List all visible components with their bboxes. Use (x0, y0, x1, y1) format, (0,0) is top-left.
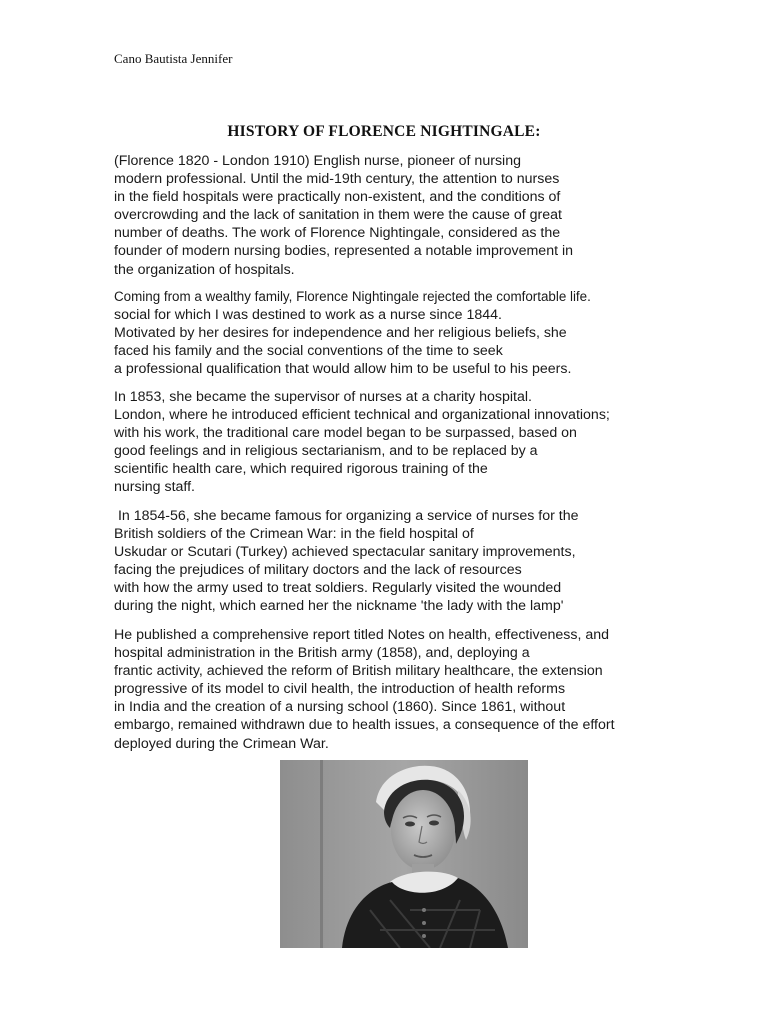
text-line: good feelings and in religious sectarianism, and to be replaced by a (114, 443, 538, 460)
text-line: founder of modern nursing bodies, represented a notable improvement in (114, 243, 574, 260)
document-title: HISTORY OF FLORENCE NIGHTINGALE: (227, 123, 541, 140)
text-line: In 1854-56, she became famous for organizing a service of nurses for the (114, 508, 579, 524)
paragraph-supervisor (114, 388, 654, 497)
text-line: He published a comprehensive report titled Notes on health, effectiveness, and (114, 627, 610, 643)
text-line: embargo, remained withdrawn due to health issues, a consequence of the effort (114, 717, 615, 734)
text-line: number of deaths. The work of Florence Nightingale, considered as the (114, 225, 561, 242)
text-line: the organization of hospitals. (114, 261, 295, 278)
paragraph-crimean-war (114, 507, 654, 616)
text-line: hospital administration in the British army (1858), and, deploying a (114, 645, 530, 662)
text-line: during the night, which earned her the nickname 'the lady with the lamp' (114, 598, 564, 615)
text-line: in the field hospitals were practically non-existent, and the conditions of (114, 189, 561, 206)
paragraph-early-life (114, 288, 654, 378)
text-line: In 1853, she became the supervisor of nurses at a charity hospital. (114, 389, 532, 405)
text-line: (Florence 1820 - London 1910) English nurse, pioneer of nursing (114, 153, 521, 169)
text-line: with his work, the traditional care model began to be surpassed, based on (114, 425, 577, 442)
author-name: Cano Bautista Jennifer (114, 51, 233, 66)
text-line: social for which I was destined to work as a nurse since 1844. (114, 307, 502, 324)
portrait-image (280, 760, 528, 948)
text-line: scientific health care, which required rigorous training of the (114, 461, 488, 478)
text-line: modern professional. Until the mid-19th century, the attention to nurses (114, 171, 560, 188)
text-line: Coming from a wealthy family, Florence Nightingale rejected the comfortable life. (114, 289, 591, 304)
text-line: Motivated by her desires for independence and her religious beliefs, she (114, 325, 567, 342)
text-line: faced his family and the social conventions of the time to seek (114, 343, 503, 360)
text-line: Uskudar or Scutari (Turkey) achieved spectacular sanitary improvements, (114, 544, 576, 561)
paragraph-intro (114, 152, 654, 279)
paragraph-report (114, 626, 654, 753)
text-line: in India and the creation of a nursing school (1860). Since 1861, without (114, 699, 566, 716)
text-line: with how the army used to treat soldiers. Regularly visited the wounded (114, 580, 562, 597)
text-line: British soldiers of the Crimean War: in the field hospital of (114, 526, 474, 543)
text-line: London, where he introduced efficient technical and organizational innovations; (114, 407, 610, 424)
text-line: nursing staff. (114, 479, 195, 496)
text-line: facing the prejudices of military doctors and the lack of resources (114, 562, 522, 579)
text-line: progressive of its model to civil health, the introduction of health reforms (114, 681, 566, 698)
text-line: frantic activity, achieved the reform of British military healthcare, the extension (114, 663, 603, 680)
text-line: deployed during the Crimean War. (114, 735, 329, 752)
text-line: a professional qualification that would allow him to be useful to his peers. (114, 361, 572, 378)
portrait-illustration (280, 760, 528, 948)
text-line: overcrowding and the lack of sanitation in them were the cause of great (114, 207, 562, 224)
